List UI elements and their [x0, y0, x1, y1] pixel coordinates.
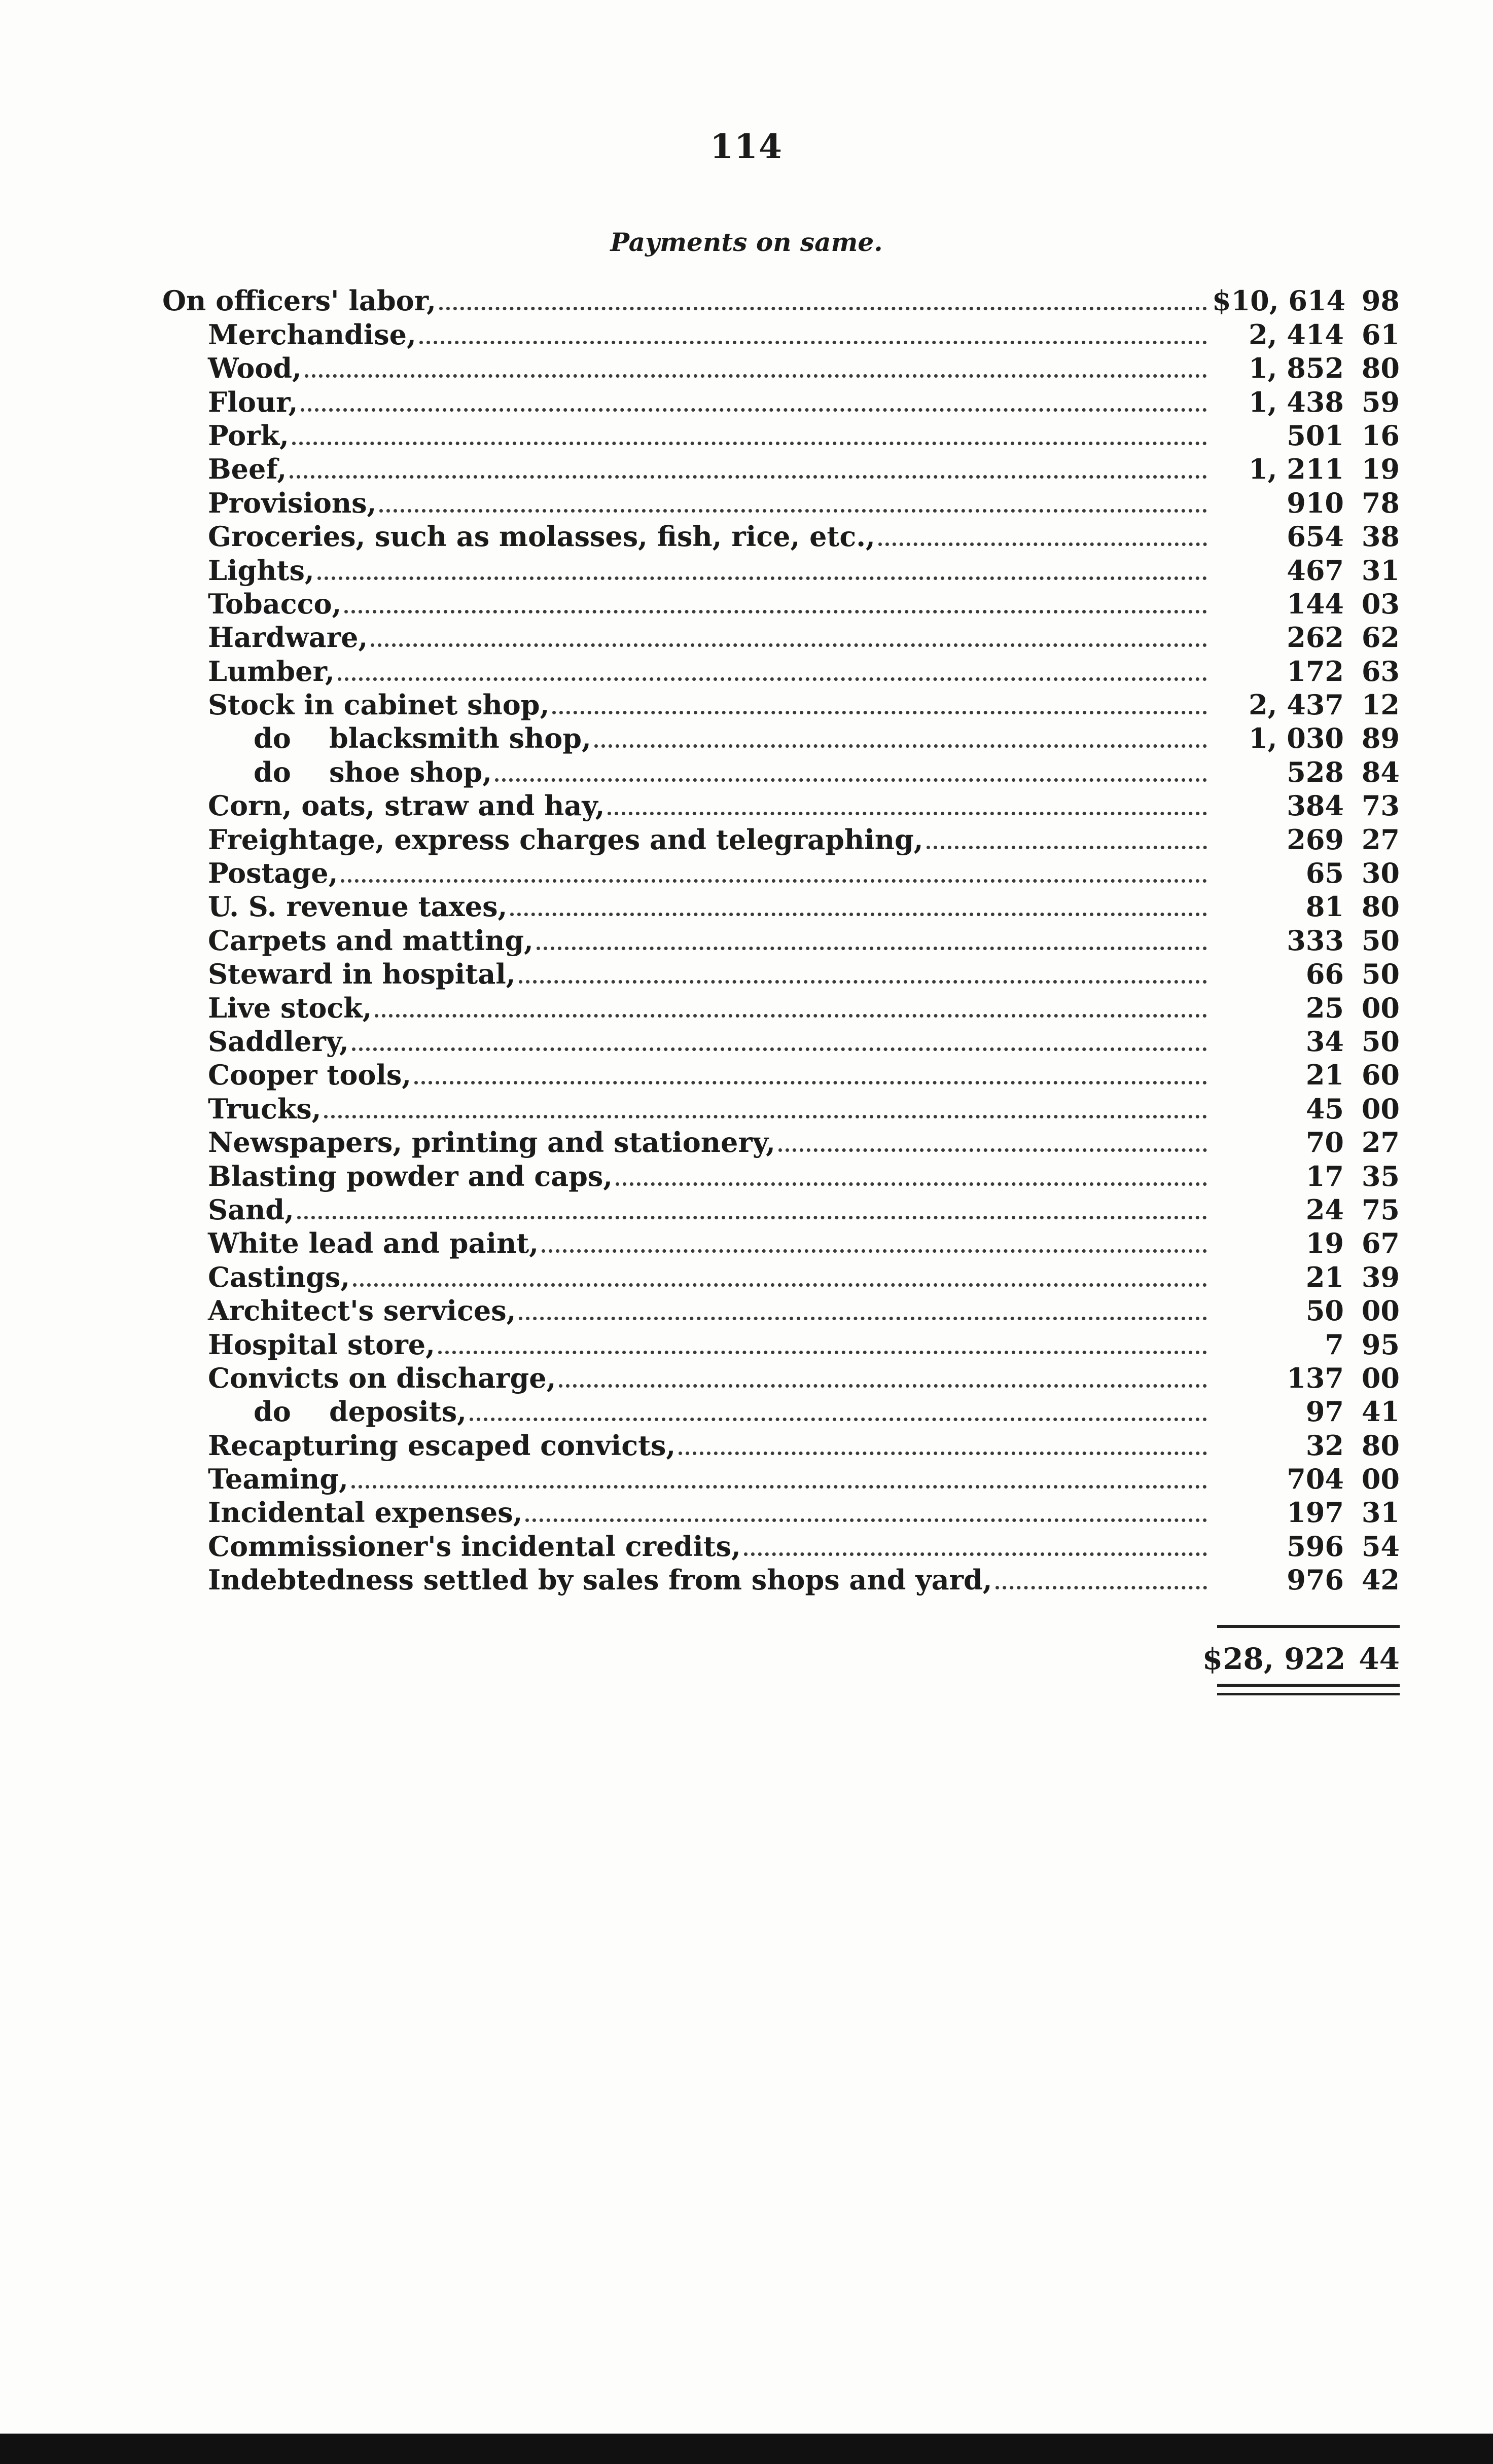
entry-cents: 19 [1361, 453, 1400, 486]
total-block [1202, 1625, 1400, 1695]
entry-dollars: 137 [1287, 1361, 1344, 1394]
entry-dollars: 262 [1287, 621, 1344, 654]
scan-bottom-edge [0, 2434, 1493, 2464]
entry-label: Freightage, express charges and telegraphing, [208, 823, 923, 856]
entry-label: Groceries, such as molasses, fish, rice, etc., [208, 520, 875, 553]
ledger-row [162, 856, 1400, 890]
double-rule-upper [1217, 1684, 1400, 1687]
entry-dollars: 976 [1287, 1564, 1344, 1597]
entry-dollars: 2, 414 [1249, 318, 1344, 351]
ledger-row [162, 1193, 1400, 1226]
entry-label: Sand, [208, 1193, 294, 1226]
double-rule-lower [1217, 1693, 1400, 1695]
entry-cents: 00 [1361, 991, 1400, 1024]
entry-cents: 98 [1361, 284, 1400, 317]
entry-dollars: 25 [1305, 991, 1344, 1024]
dot-leader [439, 307, 1207, 310]
dot-leader [679, 1452, 1207, 1455]
ledger-row [162, 1092, 1400, 1125]
dot-leader [379, 509, 1207, 513]
ledger-table [162, 284, 1400, 1597]
entry-label: Tobacco, [208, 587, 342, 620]
entry-label: Lumber, [208, 655, 335, 687]
entry-cents: 50 [1361, 924, 1400, 957]
entry-label: Castings, [208, 1260, 350, 1293]
entry-label: Trucks, [208, 1092, 322, 1125]
entry-label: Flour, [208, 385, 298, 418]
ledger-row [162, 1327, 1400, 1361]
entry-cents: 89 [1361, 722, 1400, 755]
entry-cents: 60 [1361, 1059, 1400, 1092]
dot-leader [438, 1351, 1207, 1354]
dot-leader [341, 879, 1207, 883]
entry-cents: 63 [1361, 655, 1400, 687]
entry-cents: 27 [1361, 823, 1400, 856]
entry-dollars: 197 [1287, 1496, 1344, 1529]
entry-dollars: 45 [1305, 1092, 1344, 1125]
entry-dollars: 1, 852 [1249, 352, 1344, 385]
entry-cents: 38 [1361, 520, 1400, 553]
entry-cents: 61 [1361, 318, 1400, 351]
dot-leader [542, 1249, 1207, 1253]
dot-leader [351, 1485, 1207, 1489]
dot-leader [495, 778, 1207, 782]
dot-leader [290, 475, 1207, 479]
ledger-row [162, 1563, 1400, 1597]
ledger-row [162, 957, 1400, 991]
dot-leader [552, 711, 1207, 714]
dot-leader [301, 408, 1207, 412]
entry-dollars: 528 [1287, 755, 1344, 788]
total-cents: 44 [1359, 1642, 1400, 1676]
ledger-row [162, 1159, 1400, 1192]
entry-dollars: 24 [1305, 1193, 1344, 1226]
ledger-row [162, 1496, 1400, 1529]
ledger-row [162, 1260, 1400, 1293]
entry-dollars: 21 [1305, 1059, 1344, 1092]
ledger-row [162, 553, 1400, 587]
entry-label: On officers' labor, [162, 284, 436, 317]
entry-label: Blasting powder and caps, [208, 1159, 613, 1192]
ledger-row [162, 1058, 1400, 1092]
ledger-row [162, 789, 1400, 822]
ledger-row [162, 1529, 1400, 1563]
dot-leader [996, 1586, 1207, 1589]
entry-dollars: 7 [1325, 1328, 1344, 1361]
section-heading: Payments on same. [610, 227, 883, 257]
entry-label: White lead and paint, [208, 1227, 539, 1260]
entry-dollars: 50 [1305, 1294, 1344, 1327]
entry-dollars: 1, 438 [1249, 385, 1344, 418]
entry-cents: 41 [1361, 1395, 1400, 1428]
entry-label: Recapturing escaped convicts, [208, 1429, 676, 1462]
ledger-row [162, 419, 1400, 452]
entry-dollars: 1, 211 [1249, 453, 1344, 486]
ledger-row [162, 1126, 1400, 1159]
dot-leader [305, 374, 1207, 378]
entry-dollars: 1, 030 [1249, 722, 1344, 755]
dot-leader [371, 643, 1207, 647]
entry-cents: 54 [1361, 1530, 1400, 1563]
entry-label: Provisions, [208, 486, 377, 519]
entry-label: Indebtedness settled by sales from shops and yard, [208, 1564, 992, 1597]
entry-dollars: 81 [1305, 890, 1344, 923]
entry-label: Convicts on discharge, [208, 1361, 556, 1394]
entry-cents: 27 [1361, 1126, 1400, 1159]
ledger-row [162, 923, 1400, 957]
dot-leader [375, 1014, 1207, 1018]
dot-leader [594, 744, 1207, 748]
entry-cents: 95 [1361, 1328, 1400, 1361]
entry-dollars: 34 [1305, 1025, 1344, 1058]
total-rule [1217, 1625, 1400, 1628]
total-row [1202, 1641, 1400, 1677]
entry-label: Incidental expenses, [208, 1496, 523, 1529]
dot-leader [317, 576, 1207, 580]
entry-dollars: 19 [1305, 1227, 1344, 1260]
entry-label: Postage, [208, 857, 338, 890]
entry-cents: 31 [1361, 554, 1400, 587]
entry-dollars: 65 [1305, 857, 1344, 890]
ledger-row [162, 284, 1400, 317]
ledger-row [162, 1361, 1400, 1395]
entry-cents: 80 [1361, 352, 1400, 385]
ledger-row [162, 1294, 1400, 1327]
entry-dollars: $10, 614 [1212, 284, 1346, 317]
entry-label: Hardware, [208, 621, 368, 654]
entry-label: Saddlery, [208, 1025, 349, 1058]
entry-cents: 03 [1361, 587, 1400, 620]
ledger-row [162, 890, 1400, 923]
entry-cents: 30 [1361, 857, 1400, 890]
ledger-row [162, 587, 1400, 621]
entry-label: Cooper tools, [208, 1059, 412, 1092]
entry-dollars: 910 [1287, 486, 1344, 519]
entry-cents: 16 [1361, 419, 1400, 452]
entry-cents: 50 [1361, 958, 1400, 991]
entry-label: do shoe shop, [254, 755, 492, 788]
entry-label: Wood, [208, 352, 302, 385]
dot-leader [324, 1115, 1207, 1118]
entry-label: Commissioner's incidental credits, [208, 1530, 741, 1563]
dot-leader [344, 610, 1207, 613]
entry-cents: 00 [1361, 1361, 1400, 1394]
dot-leader [510, 913, 1207, 916]
entry-label: Pork, [208, 419, 289, 452]
entry-dollars: 654 [1287, 520, 1344, 553]
ledger-row [162, 621, 1400, 654]
entry-dollars: 32 [1305, 1429, 1344, 1462]
dot-leader [519, 1317, 1207, 1320]
entry-label: Live stock, [208, 991, 372, 1024]
entry-dollars: 269 [1287, 823, 1344, 856]
entry-dollars: 467 [1287, 554, 1344, 587]
dot-leader [292, 442, 1207, 445]
entry-dollars: 70 [1305, 1126, 1344, 1159]
entry-label: Hospital store, [208, 1328, 435, 1361]
dot-leader [470, 1418, 1207, 1421]
ledger-row [162, 654, 1400, 687]
ledger-row [162, 1462, 1400, 1496]
entry-cents: 50 [1361, 1025, 1400, 1058]
ledger-row [162, 1395, 1400, 1428]
ledger-row [162, 1226, 1400, 1260]
ledger-row [162, 1428, 1400, 1462]
entry-label: do deposits, [254, 1395, 467, 1428]
dot-leader [419, 341, 1207, 344]
entry-cents: 80 [1361, 1429, 1400, 1462]
dot-leader [878, 542, 1207, 546]
dot-leader [608, 812, 1207, 815]
ledger-row [162, 486, 1400, 519]
entry-label: U. S. revenue taxes, [208, 890, 508, 923]
ledger-row [162, 520, 1400, 553]
dot-leader [519, 980, 1207, 984]
ledger-row [162, 991, 1400, 1024]
dot-leader [744, 1552, 1207, 1556]
entry-label: Lights, [208, 554, 314, 587]
page-number: 114 [710, 127, 783, 166]
entry-cents: 00 [1361, 1463, 1400, 1496]
entry-dollars: 384 [1287, 789, 1344, 822]
entry-dollars: 97 [1305, 1395, 1344, 1428]
dot-leader [559, 1384, 1207, 1388]
entry-cents: 84 [1361, 755, 1400, 788]
ledger-row [162, 1025, 1400, 1058]
ledger-row [162, 755, 1400, 788]
ledger-row [162, 688, 1400, 721]
entry-dollars: 2, 437 [1249, 689, 1344, 721]
ledger-row [162, 452, 1400, 486]
entry-label: Architect's services, [208, 1294, 516, 1327]
entry-dollars: 704 [1287, 1463, 1344, 1496]
entry-label: Carpets and matting, [208, 924, 534, 957]
entry-cents: 67 [1361, 1227, 1400, 1260]
entry-dollars: 596 [1287, 1530, 1344, 1563]
entry-cents: 00 [1361, 1092, 1400, 1125]
entry-cents: 80 [1361, 890, 1400, 923]
entry-cents: 59 [1361, 385, 1400, 418]
ledger-row [162, 822, 1400, 856]
dot-leader [525, 1518, 1207, 1522]
dot-leader [297, 1216, 1207, 1219]
entry-label: Corn, oats, straw and hay, [208, 789, 605, 822]
entry-label: Newspapers, printing and stationery, [208, 1126, 775, 1159]
entry-cents: 73 [1361, 789, 1400, 822]
entry-dollars: 333 [1287, 924, 1344, 957]
entry-label: do blacksmith shop, [254, 722, 591, 755]
dot-leader [352, 1047, 1207, 1051]
entry-label: Merchandise, [208, 318, 416, 351]
dot-leader [414, 1081, 1207, 1084]
dot-leader [778, 1148, 1207, 1152]
entry-dollars: 144 [1287, 587, 1344, 620]
entry-label: Beef, [208, 453, 287, 486]
dot-leader [353, 1283, 1207, 1287]
entry-cents: 75 [1361, 1193, 1400, 1226]
entry-cents: 35 [1361, 1159, 1400, 1192]
ledger-row [162, 317, 1400, 351]
entry-dollars: 501 [1287, 419, 1344, 452]
ledger-row [162, 351, 1400, 385]
entry-dollars: 21 [1305, 1260, 1344, 1293]
entry-cents: 12 [1361, 689, 1400, 721]
entry-dollars: 17 [1305, 1159, 1344, 1192]
ledger-row [162, 721, 1400, 755]
entry-cents: 42 [1361, 1564, 1400, 1597]
entry-label: Teaming, [208, 1463, 348, 1496]
entry-cents: 00 [1361, 1294, 1400, 1327]
entry-dollars: 172 [1287, 655, 1344, 687]
entry-label: Steward in hospital, [208, 958, 516, 991]
entry-cents: 39 [1361, 1260, 1400, 1293]
ledger-row [162, 385, 1400, 418]
dot-leader [616, 1182, 1207, 1186]
entry-label: Stock in cabinet shop, [208, 689, 550, 721]
dot-leader [338, 677, 1207, 681]
dot-leader [927, 846, 1207, 849]
entry-cents: 62 [1361, 621, 1400, 654]
entry-cents: 31 [1361, 1496, 1400, 1529]
entry-cents: 78 [1361, 486, 1400, 519]
entry-dollars: 66 [1305, 958, 1344, 991]
dot-leader [537, 947, 1207, 950]
total-dollars: $28, 922 [1202, 1642, 1346, 1676]
